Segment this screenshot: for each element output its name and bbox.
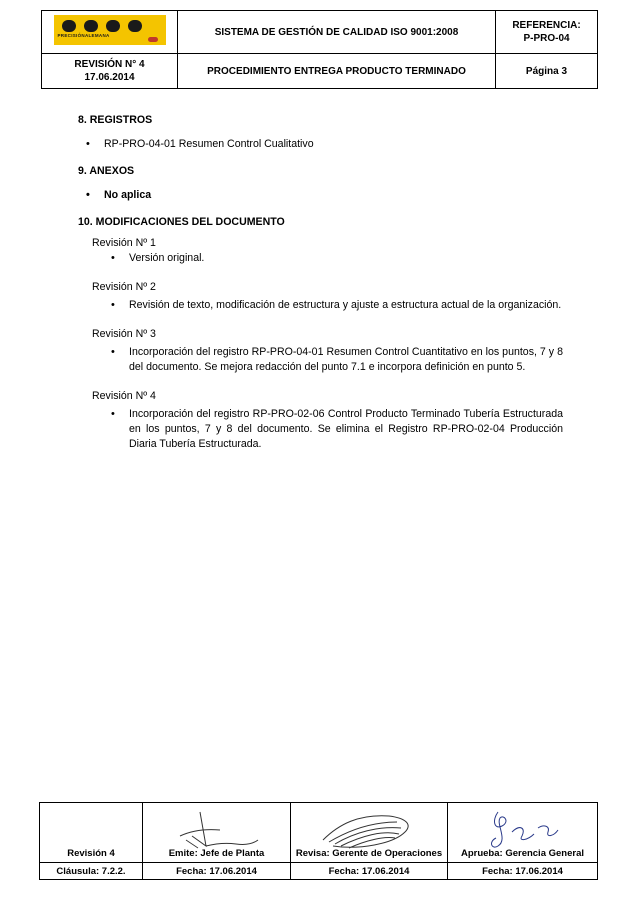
revision-label: Revisión Nº 2 — [92, 281, 156, 293]
signature-gerencia-general — [468, 806, 578, 854]
revision-block — [92, 280, 563, 313]
signature-label: Emite: Jefe de Planta — [168, 848, 265, 859]
aprueba-sign-cell — [448, 803, 598, 863]
company-logo — [54, 15, 166, 45]
logo-circle-4 — [128, 20, 142, 32]
logo-cell — [42, 11, 178, 54]
document-body — [78, 113, 563, 452]
page-number: Página 3 — [496, 54, 598, 89]
revision-label: Revisión Nº 4 — [92, 390, 156, 402]
anexos-list — [78, 188, 563, 203]
section-title-registros: 8. REGISTROS — [78, 114, 153, 126]
revision-list — [92, 345, 563, 375]
list-item: • Revisión de texto, modificación de estructura y ajuste a estructura actual de la organización. — [92, 298, 563, 313]
revision-list — [92, 298, 563, 313]
list-item: • Versión original. — [92, 251, 563, 266]
revision-list — [92, 407, 563, 452]
signature-jefe-planta — [162, 806, 272, 854]
procedure-title: PROCEDIMIENTO ENTREGA PRODUCTO TERMINADO — [178, 54, 496, 89]
revision-label: Revisión Nº 3 — [92, 328, 156, 340]
section-title-modificaciones: 10. MODIFICACIONES DEL DOCUMENTO — [78, 216, 285, 228]
reference-code: P-PRO-04 — [523, 33, 570, 44]
revision-cell — [42, 54, 178, 89]
signature-footer — [39, 802, 598, 880]
revisa-sign-cell — [291, 803, 448, 863]
fecha-cell: Fecha: 17.06.2014 — [448, 863, 598, 880]
reference-cell — [496, 11, 598, 54]
list-item: • Incorporación del registro RP-PRO-04-01 Resumen Control Cuantitativo en los puntos, 7 y 8 del documento. Se mejora redacción del punto 7.1 e incorpora definición en punto 5. — [92, 345, 563, 375]
revision-block — [92, 327, 563, 375]
registros-list — [78, 137, 563, 152]
clausula-cell: Cláusula: 7.2.2. — [40, 863, 143, 880]
list-item: • No aplica — [78, 188, 563, 203]
document-header — [41, 10, 598, 89]
revision-sign-cell — [40, 803, 143, 863]
signature-label: Aprueba: Gerencia General — [460, 848, 585, 859]
revision-label: Revisión Nº 1 — [92, 237, 156, 249]
list-item: • Incorporación del registro RP-PRO-02-06 Control Producto Terminado Tubería Estructurada en los puntos, 7 y 8 del documento. Se elimina el Registro RP-PRO-02-04 Producción Diaria Tubería Estructurada. — [92, 407, 563, 452]
fecha-cell: Fecha: 17.06.2014 — [143, 863, 291, 880]
signature-label: Revisión 4 — [67, 848, 115, 859]
logo-red-mark — [148, 37, 158, 42]
reference-label: REFERENCIA: — [512, 20, 581, 31]
revision-list — [92, 251, 563, 266]
fecha-cell: Fecha: 17.06.2014 — [291, 863, 448, 880]
section-title-anexos: 9. ANEXOS — [78, 165, 135, 177]
list-item: • RP-PRO-04-01 Resumen Control Cualitativo — [78, 137, 563, 152]
emite-sign-cell — [143, 803, 291, 863]
revision-block — [92, 389, 563, 452]
signature-label: Revisa: Gerente de Operaciones — [295, 848, 443, 859]
revision-block — [92, 236, 563, 266]
system-title: SISTEMA DE GESTIÓN DE CALIDAD ISO 9001:2008 — [178, 11, 496, 54]
revision-date: 17.06.2014 — [84, 72, 135, 83]
revision-label: REVISIÓN N° 4 — [74, 59, 145, 70]
logo-text: PRECISIÓNALEMANA — [57, 33, 110, 38]
